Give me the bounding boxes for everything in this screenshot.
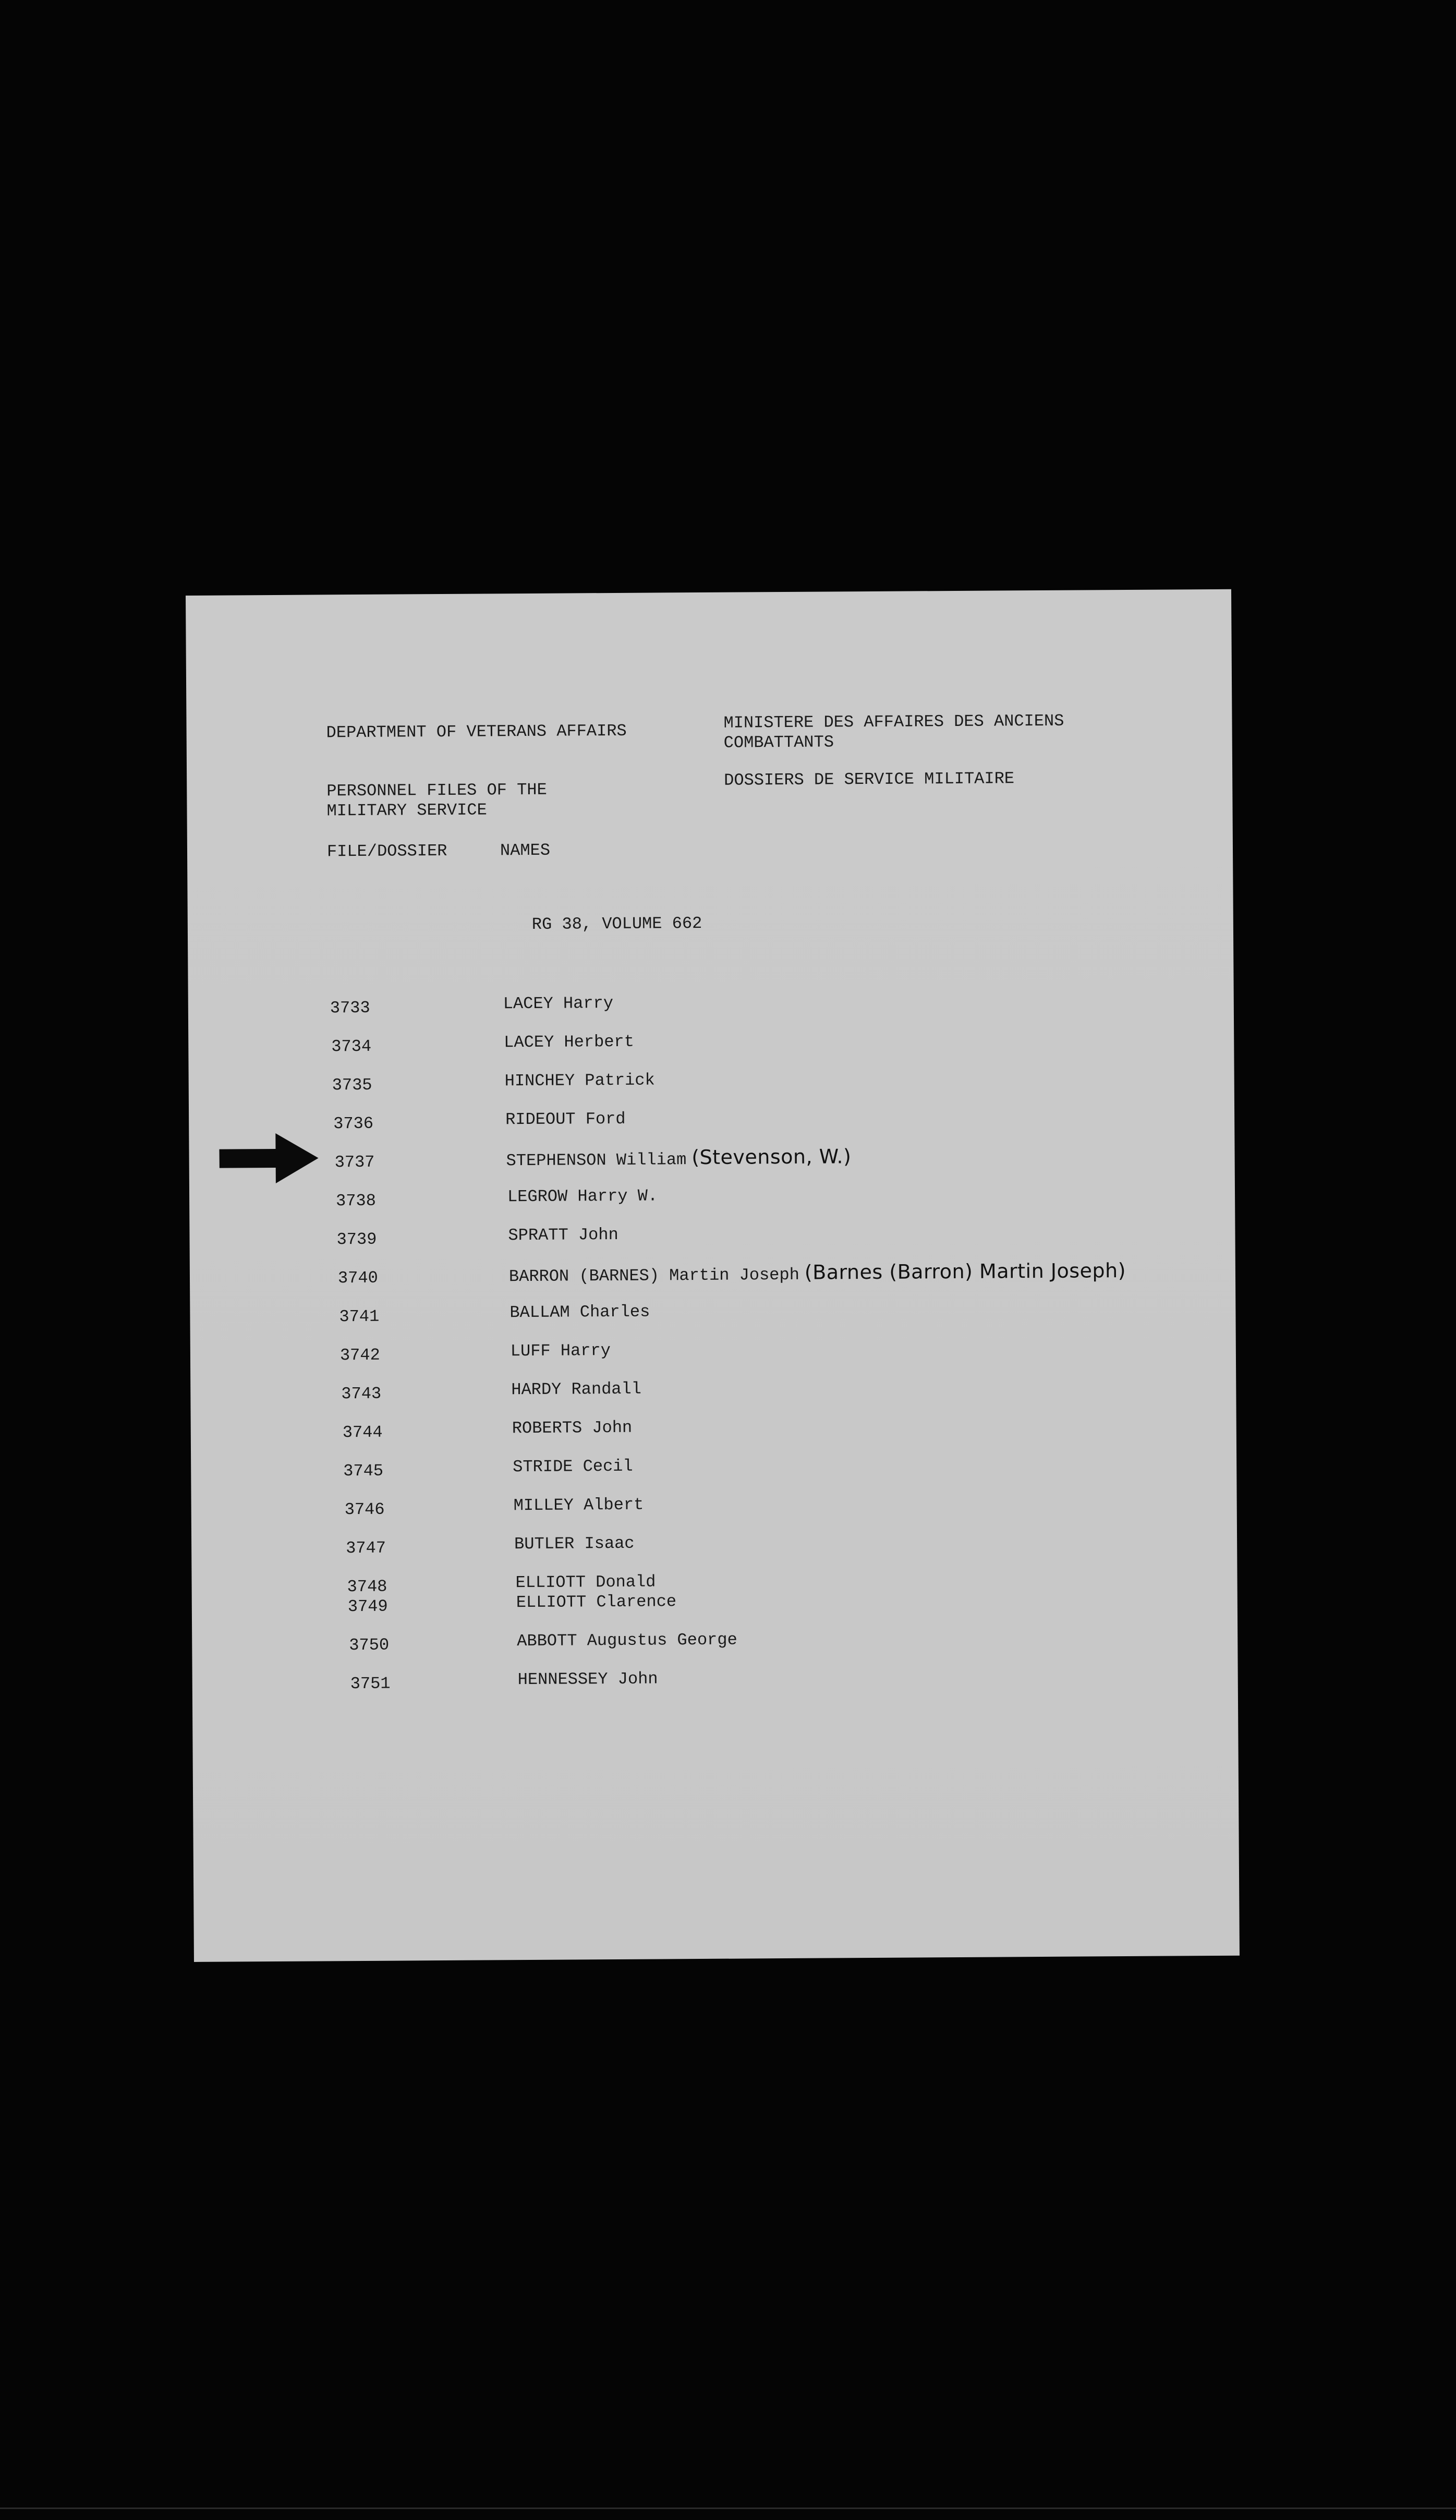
person-name [505, 1109, 626, 1130]
person-name [507, 1186, 658, 1207]
typed-name: RIDEOUT Ford [505, 1109, 626, 1130]
series-french: DOSSIERS DE SERVICE MILITAIRE [724, 769, 1015, 790]
person-name [516, 1592, 676, 1613]
file-number: 3742 [339, 1345, 380, 1365]
file-number: 3734 [331, 1036, 372, 1057]
typed-name: STEPHENSON William [506, 1150, 687, 1171]
file-number: 3750 [349, 1635, 390, 1655]
person-name [511, 1379, 641, 1400]
person-name [505, 1071, 655, 1092]
department-french-line2: COMBATTANTS [723, 732, 834, 753]
person-name [518, 1669, 658, 1690]
file-number: 3738 [335, 1191, 377, 1211]
person-name [509, 1261, 1126, 1287]
typed-name: BARRON (BARNES) Martin Joseph [508, 1265, 799, 1287]
file-number: 3737 [334, 1152, 375, 1172]
typed-name: LUFF Harry [510, 1341, 611, 1361]
typed-name: MILLEY Albert [513, 1495, 644, 1516]
person-name [513, 1457, 633, 1477]
file-number: 3746 [344, 1499, 385, 1520]
typed-name: LACEY Herbert [504, 1032, 634, 1052]
typed-name: BALLAM Charles [509, 1302, 650, 1323]
series-english-line2: MILITARY SERVICE [326, 800, 487, 821]
file-number: 3739 [336, 1229, 377, 1250]
person-name [503, 994, 613, 1014]
typed-name: HENNESSEY John [517, 1669, 658, 1690]
file-number: 3749 [347, 1596, 388, 1617]
file-number: 3743 [341, 1384, 382, 1404]
file-number: 3736 [333, 1113, 374, 1134]
department-english: DEPARTMENT OF VETERANS AFFAIRS [326, 721, 627, 743]
file-number: 3751 [350, 1674, 391, 1694]
person-name [512, 1418, 633, 1438]
person-name [506, 1146, 851, 1171]
series-english-line1: PERSONNEL FILES OF THE [326, 780, 547, 801]
typed-name: BUTLER Isaac [514, 1533, 635, 1554]
typed-name: ROBERTS John [512, 1418, 633, 1438]
typed-name: LACEY Harry [503, 994, 614, 1014]
typed-name: SPRATT John [508, 1225, 618, 1245]
person-name [504, 1032, 634, 1053]
handwritten-note: (Barnes (Barron) Martin Joseph) [804, 1259, 1126, 1284]
person-name [509, 1302, 650, 1323]
handwritten-note: (Stevenson, W.) [691, 1145, 852, 1169]
typed-name: ELLIOTT Clarence [516, 1592, 677, 1613]
scan-edge-line [0, 2507, 1456, 2509]
file-number: 3733 [330, 998, 370, 1018]
person-name [514, 1534, 635, 1554]
person-name [508, 1225, 618, 1245]
file-number: 3735 [332, 1075, 372, 1095]
typed-name: HARDY Randall [511, 1379, 642, 1400]
person-name [511, 1341, 611, 1361]
typed-name: HINCHEY Patrick [504, 1070, 655, 1091]
column-header-file: FILE/DOSSIER [326, 841, 447, 862]
typed-name: ABBOTT Augustus George [517, 1630, 737, 1651]
typed-name: STRIDE Cecil [513, 1456, 633, 1477]
file-number: 3744 [342, 1422, 383, 1443]
typed-name: ELLIOTT Donald [515, 1572, 656, 1593]
file-number: 3740 [337, 1268, 378, 1288]
person-name [517, 1630, 737, 1652]
column-header-names: NAMES [500, 840, 551, 861]
volume-reference: RG 38, VOLUME 662 [531, 913, 702, 934]
person-name [514, 1495, 644, 1516]
person-name [515, 1572, 656, 1593]
document-page [186, 589, 1240, 1962]
department-french-line1: MINISTERE DES AFFAIRES DES ANCIENS [723, 711, 1064, 733]
file-number: 3741 [339, 1306, 380, 1327]
file-number: 3748 [347, 1577, 387, 1597]
arrow-pointer-icon [219, 1133, 319, 1183]
file-number: 3745 [343, 1461, 384, 1481]
typed-name: LEGROW Harry W. [507, 1186, 658, 1207]
file-number: 3747 [346, 1538, 386, 1558]
